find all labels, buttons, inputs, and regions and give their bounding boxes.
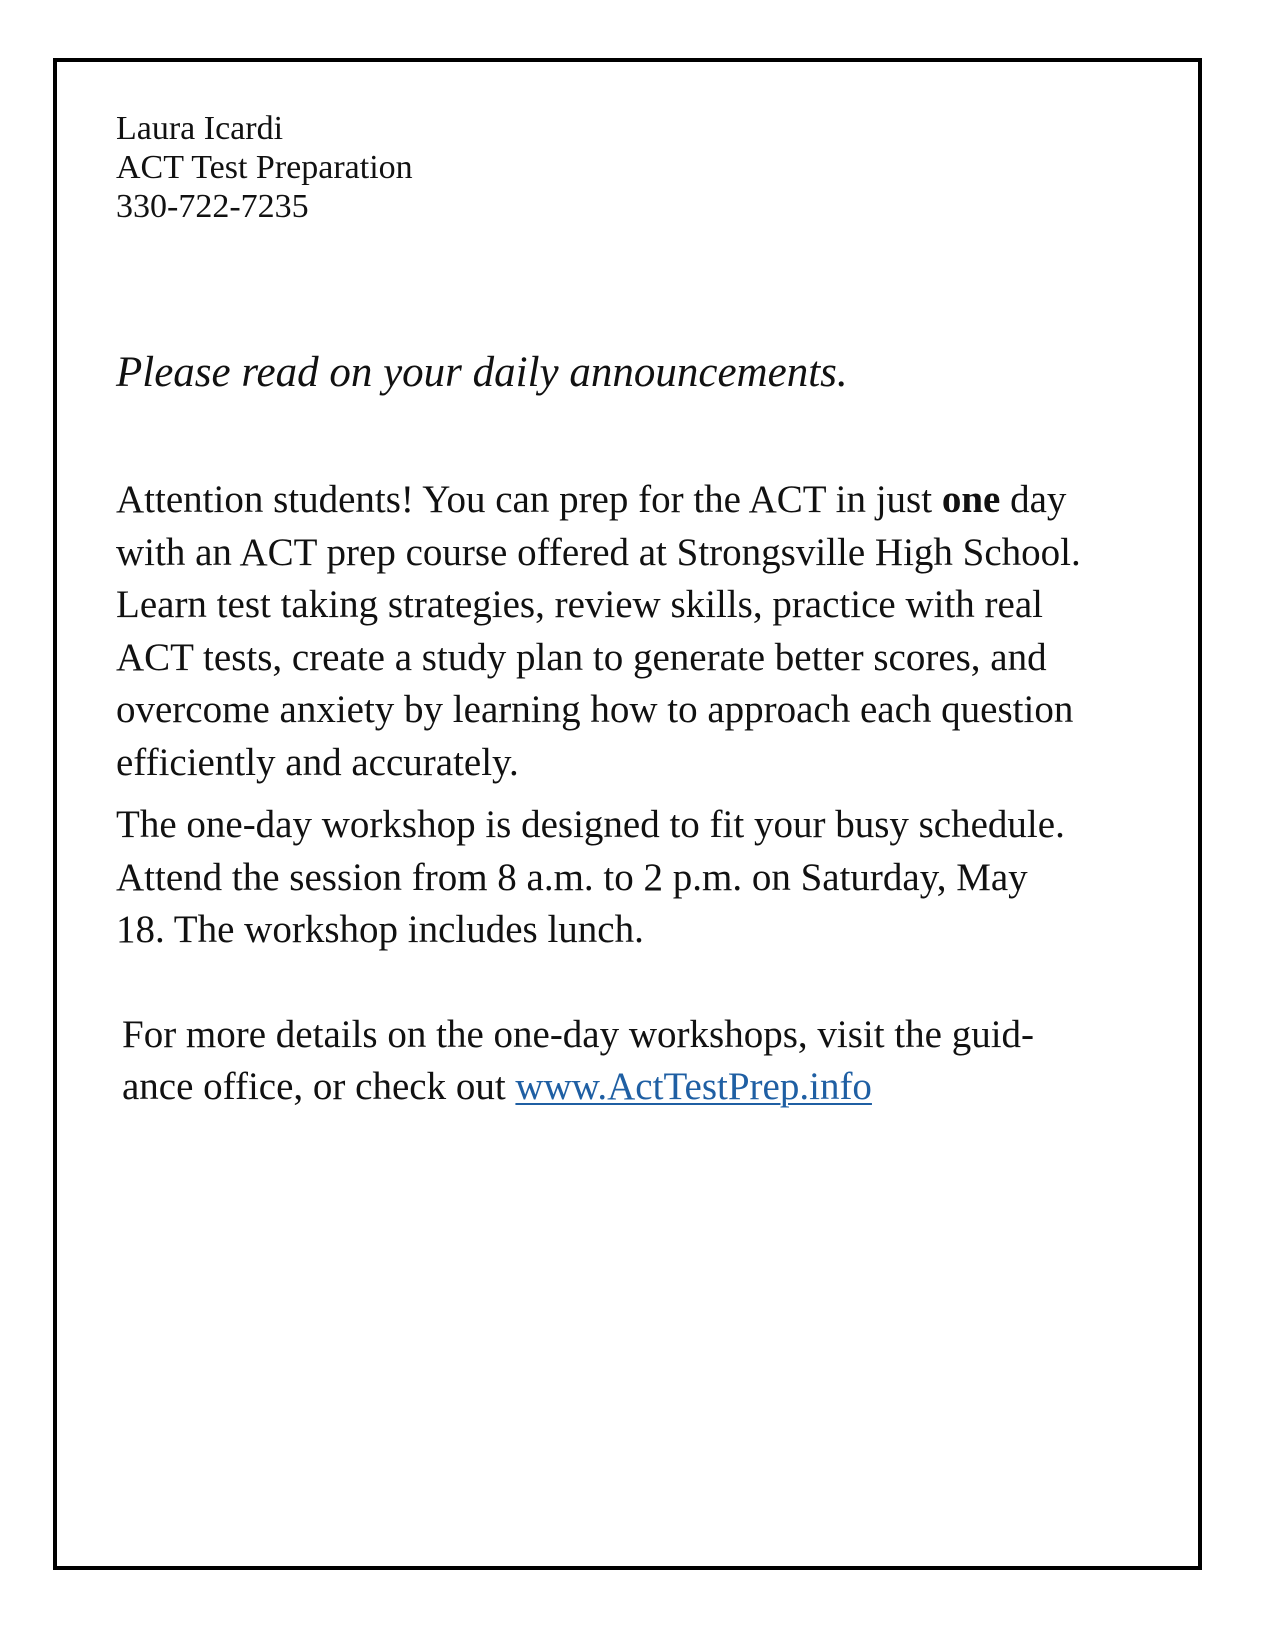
line-text: ance office, or check out xyxy=(122,1065,516,1108)
document-content xyxy=(116,109,1176,1114)
request-note: Please read on your daily announcements. xyxy=(116,349,848,396)
paragraph-line: Learn test taking strategies, review skills, practice with real xyxy=(116,583,1043,626)
contact-name: Laura Icardi xyxy=(116,110,284,147)
website-link[interactable]: www.ActTestPrep.info xyxy=(515,1065,872,1108)
paragraph-line: overcome anxiety by learning how to approach each question xyxy=(116,688,1074,731)
paragraph-line: efficiently and accurately. xyxy=(116,740,519,784)
paragraph-line: 18. The workshop includes lunch. xyxy=(116,908,644,951)
contact-organization: ACT Test Preparation xyxy=(116,149,413,186)
paragraph-line: The one-day workshop is designed to fit your busy schedule. xyxy=(116,803,1065,846)
paragraph-line: ACT tests, create a study plan to generate better scores, and xyxy=(116,635,1047,679)
announcement-paragraph-2 xyxy=(116,799,1176,957)
line-text: Attention students! You can prep for the ACT in just xyxy=(116,478,942,521)
paragraph-line xyxy=(122,1061,1176,1114)
contact-block xyxy=(116,109,1176,226)
announcement-paragraph-1 xyxy=(116,474,1176,789)
emphasis-one: one xyxy=(941,478,1001,521)
paragraph-line xyxy=(116,474,1176,527)
announcement-paragraph-3 xyxy=(116,1009,1176,1114)
paragraph-line: Attend the session from 8 a.m. to 2 p.m. on Saturday, May xyxy=(116,855,1028,899)
line-text: day xyxy=(1000,478,1067,521)
contact-phone: 330-722-7235 xyxy=(116,188,309,225)
paragraph-line: For more details on the one-day workshops, visit the guid- xyxy=(122,1012,1035,1056)
paragraph-line: with an ACT prep course offered at Strongsville High School. xyxy=(116,530,1081,574)
